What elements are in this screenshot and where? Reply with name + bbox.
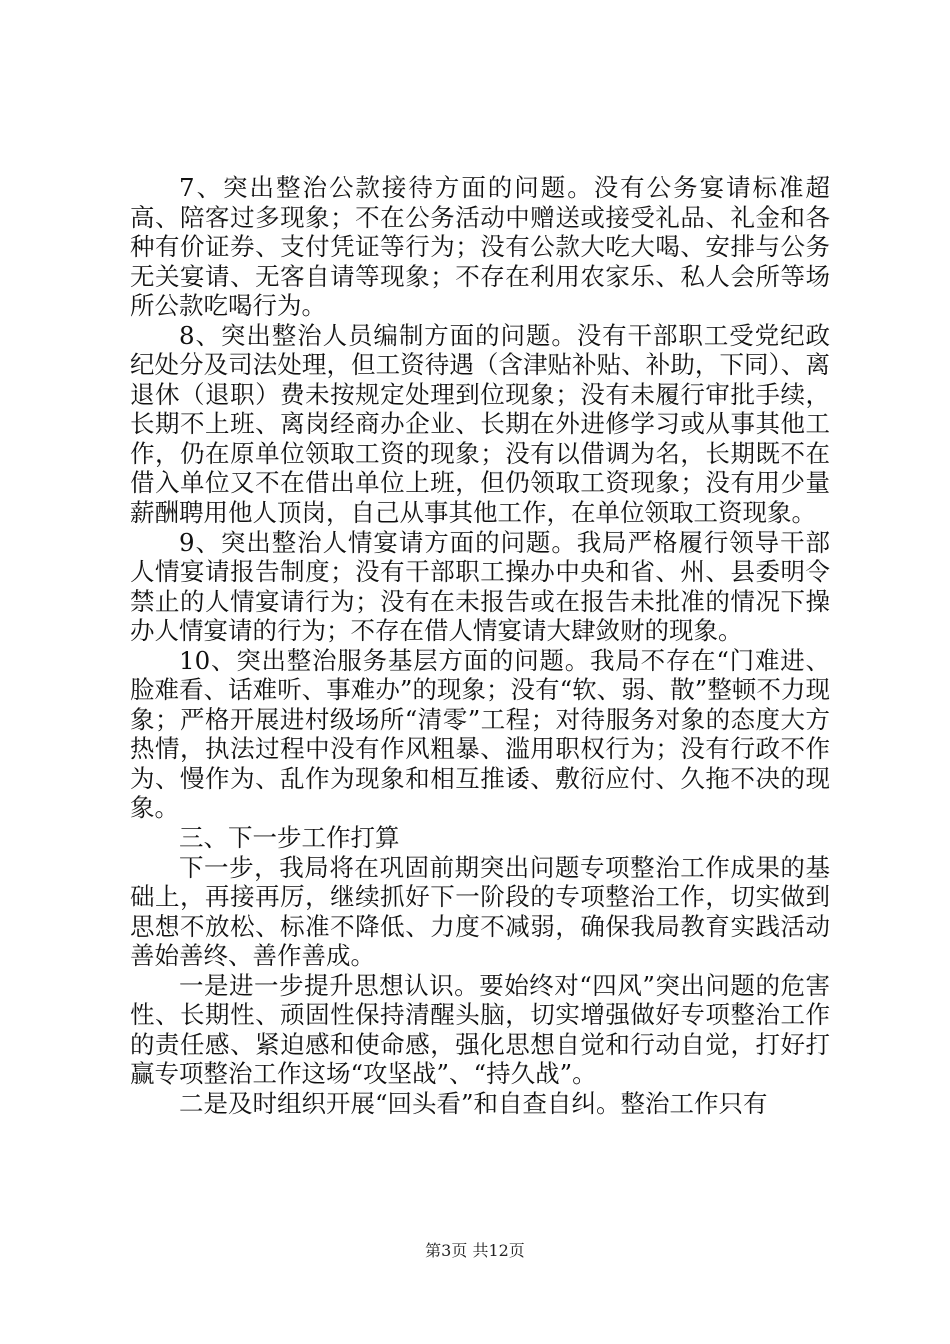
paragraph-item-8-staffing: 8、突出整治人员编制方面的问题。没有干部职工受党纪政纪处分及司法处理，但工资待遇（含津贴补贴、补助，下同）、离退休（退职）费未按规定处理到位现象；没有未履行审批手续，长期不上班、离岗经商办企业、长期在外进修学习或从事其他工作，仍在原单位领取工资的现象；没有以借调为名，长期既不在借入单位又不在借出单位上班，但仍领取工资现象；没有用少量薪酬聘用他人顶岗，自己从事其他工作，在单位领取工资现象。 (130, 320, 830, 528)
page-footer: 第3页 共12页 (425, 1241, 525, 1260)
paragraph-next-steps-intro: 下一步，我局将在巩固前期突出问题专项整治工作成果的基础上，再接再厉，继续抓好下一阶段的专项整治工作，切实做到思想不放松、标准不降低、力度不减弱，确保我局教育实践活动善始善终、善作善成。 (130, 852, 830, 971)
paragraph-item-10-grassroots-service: 10、突出整治服务基层方面的问题。我局不存在“门难进、脸难看、话难听、事难办”的现象；没有“软、弱、散”整顿不力现象；严格开展进村级场所“清零”工程；对待服务对象的态度大方热情，执法过程中没有作风粗暴、滥用职权行为；没有行政不作为、慢作为、乱作为现象和相互推诿、敷衍应付、久拖不决的现象。 (130, 645, 830, 823)
paragraph-point-two-review: 二是及时组织开展“回头看”和自查自纠。整治工作只有 (179, 1088, 768, 1118)
paragraph-point-one-awareness: 一是进一步提升思想认识。要始终对“四风”突出问题的危害性、长期性、顽固性保持清醒头脑，切实增强做好专项整治工作的责任感、紧迫感和使命感，强化思想自觉和行动自觉，打好打赢专项整治工作这场“攻坚战”、“持久战”。 (130, 970, 830, 1089)
paragraph-item-7-reception: 7、突出整治公款接待方面的问题。没有公务宴请标准超高、陪客过多现象；不在公务活动中赠送或接受礼品、礼金和各种有价证券、支付凭证等行为；没有公款大吃大喝、安排与公务无关宴请、无客自请等现象；不存在利用农家乐、私人会所等场所公款吃喝行为。 (130, 173, 830, 321)
section-heading-next-steps: 三、下一步工作打算 (179, 823, 400, 853)
paragraph-item-9-banquets: 9、突出整治人情宴请方面的问题。我局严格履行领导干部人情宴请报告制度；没有干部职工操办中央和省、州、县委明令禁止的人情宴请行为；没有在未报告或在报告未批准的情况下操办人情宴请的行为；不存在借人情宴请大肆敛财的现象。 (130, 527, 830, 646)
document-body (130, 173, 830, 1119)
